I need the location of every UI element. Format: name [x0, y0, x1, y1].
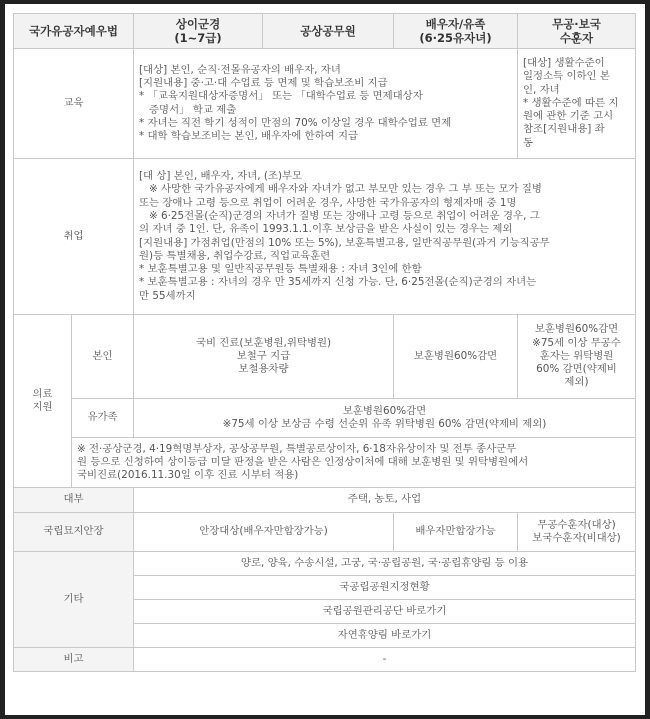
education-details: [대상] 본인, 순직·전몰유공자의 배우자, 자녀 [지원내용] 중·고·대 수업료 등 면제 및 학습보조비 지급 * 「교육지원대상자증명서」 또는 「대학수업료 등 면제대상자 증명서」 학교 제출 * 자녀는 직전 학기 성적이 만점의 70% 이상일 경우 대학수업료 면제 * 대학 학습보조비는 본인, 배우자에 한하여 지급: [134, 49, 518, 159]
header-decorated: 무공·보국 수훈자: [518, 14, 636, 49]
row-label-employment: 취업: [14, 159, 134, 315]
etc-recreation-forest-link[interactable]: 자연휴양림 바로가기: [134, 624, 636, 648]
header-law: 국가유공자예우법: [14, 14, 134, 49]
cemetery-wounded-public: 안장대상(배우자만합장가능): [134, 513, 394, 552]
etc-facilities: 양로, 양육, 수송시설, 고궁, 국·공립공원, 국·공립휴양림 등 이용: [134, 552, 636, 576]
medical-self-spouse: 보훈병원60%감면: [394, 315, 518, 399]
medical-self-label: 본인: [72, 315, 134, 399]
medical-family-details: 보훈병원60%감면 ※75세 이상 보상금 수령 선순위 유족 위탁병원 60% 감면(약제비 제외): [134, 399, 636, 438]
header-public-servants: 공상공무원: [263, 14, 394, 49]
employment-details: [대 상] 본인, 배우자, 자녀, (조)부모 ※ 사망한 국가유공자에게 배우자와 자녀가 없고 부모만 있는 경우 그 부 또는 모가 질병 또는 장애나 고령 등으로 취업이 어려운 경우, 사망한 국가유공자의 형제자매 중 1명 ※ 6·25전몰(순직)군경의 자녀가 질병 또는 장애나 고령 등으로 취업이 어려운 경우, 그 의 자녀 중 1인. 단, 유족이 1993.1.1.이후 보상금을 받은 사실이 있는 경우는 제외 [지원내용] 가점취업(만점의 10% 또는 5%), 보훈특별고용, 일반직공무원(과거 기능직공무 원)등 특별채용, 취업수강료, 직업교육훈련 * 보훈특별고용 및 일반직공무원등 특별채용 : 자녀 3인에 한함 * 보훈특별고용 : 자녀의 경우 만 35세까지 신청 가능. 단, 6·25전몰(순직)군경의 자녀는 만 55세까지: [134, 159, 636, 315]
etc-park-service-link[interactable]: 국립공원관리공단 바로가기: [134, 600, 636, 624]
medical-family-label: 유가족: [72, 399, 134, 438]
cemetery-spouse: 배우자만합장가능: [394, 513, 518, 552]
loan-value: 주택, 농토, 사업: [134, 488, 636, 513]
remark-value: -: [134, 648, 636, 672]
merit-benefits-table: [13, 13, 636, 672]
row-label-loan: 대부: [14, 488, 134, 513]
medical-self-decorated: 보훈병원60%감면 ※75세 이상 무공수 훈자는 위탁병원 60% 감면(약제비 제외): [518, 315, 636, 399]
cemetery-decorated: 무공수훈자(대상) 보국수훈자(비대상): [518, 513, 636, 552]
row-label-remark: 비고: [14, 648, 134, 672]
education-decorated-details: [대상] 생활수준이 일정소득 이하인 본 인, 자녀 * 생활수준에 따른 지 원에 관한 기준 고시 참조[지원내용] 좌 동: [518, 49, 636, 159]
header-spouse-bereaved: 배우자/유족 (6·25유자녀): [394, 14, 518, 49]
etc-national-park-status-link[interactable]: 국공립공원지정현황: [134, 576, 636, 600]
row-label-medical: 의료 지원: [14, 315, 72, 488]
row-label-etc: 기타: [14, 552, 134, 648]
row-label-cemetery: 국립묘지안장: [14, 513, 134, 552]
header-wounded-soldiers: 상이군경 (1~7급): [134, 14, 263, 49]
medical-self-main: 국비 진료(보훈병원,위탁병원) 보철구 지급 보철용차량: [134, 315, 394, 399]
row-label-education: 교육: [14, 49, 134, 159]
medical-note: ※ 전·공상군경, 4·19혁명부상자, 공상공무원, 특별공로상이자, 6·18자유상이자 및 전투 종사군무 원 등으로 신청하여 상이등급 미달 판정을 받은 사람은 인정상이처에 대해 보훈병원 및 위탁병원에서 국비진료(2016.11.30일 이후 진료 시부터 적용): [72, 438, 636, 488]
